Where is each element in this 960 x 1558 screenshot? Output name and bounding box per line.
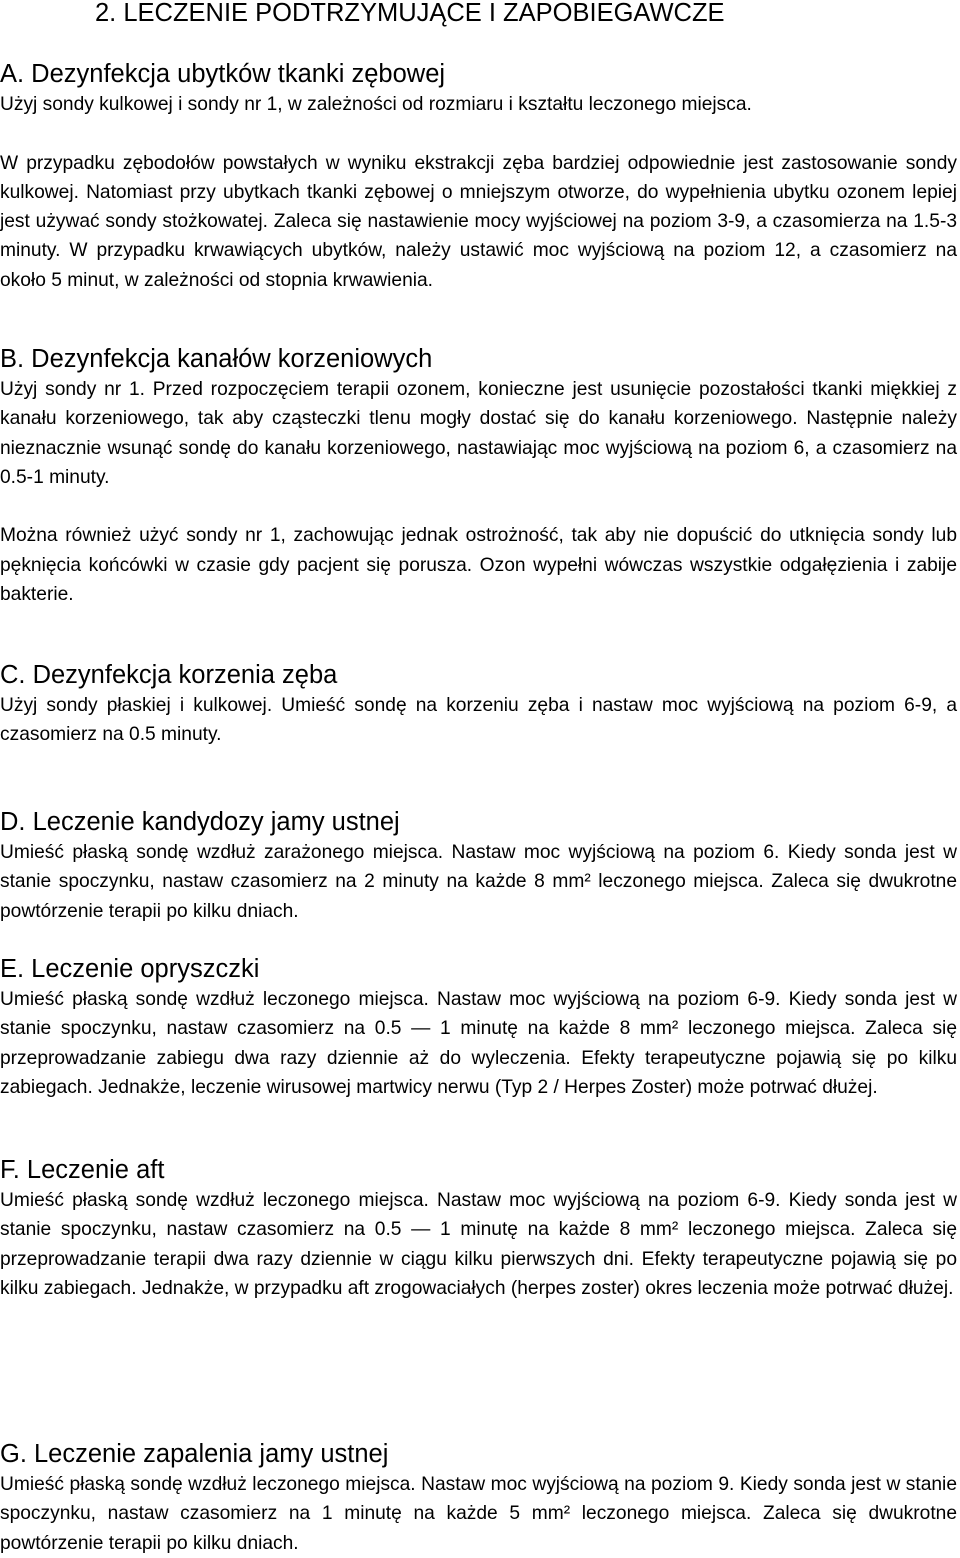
section-heading: F. Leczenie aft — [0, 1156, 165, 1184]
section-b-root-canal-disinfection — [0, 343, 957, 609]
section-heading: A. Dezynfekcja ubytków tkanki zębowej — [0, 60, 446, 88]
section-heading: G. Leczenie zapalenia jamy ustnej — [0, 1440, 389, 1468]
section-c-tooth-root-disinfection — [0, 659, 957, 750]
section-paragraph: Umieść płaską sondę wzdłuż leczonego miejsca. Nastaw moc wyjściową na poziom 6-9. Kiedy sonda jest w stanie spoczynku, nastaw czasomierz na 0.5 — 1 minutę na każde 8 mm² leczonego miejsca. Zaleca się przeprowadzanie terapii dwa razy dziennie w ciągu kilku pierwszych dni. Efekty terapeutyczne pojawią się po kilku zabiegach. Jednakże, w przypadku aft zrogowaciałych (herpes zoster) okres leczenia może potrwać dłużej. — [0, 1190, 957, 1299]
section-f-aphthae-treatment — [0, 1154, 957, 1303]
section-heading: E. Leczenie opryszczki — [0, 955, 260, 983]
section-heading: D. Leczenie kandydozy jamy ustnej — [0, 808, 400, 836]
page-title: 2. LECZENIE PODTRZYMUJĄCE I ZAPOBIEGAWCZE — [95, 0, 725, 27]
section-a-cavity-disinfection — [0, 58, 957, 295]
section-paragraph: Użyj sondy płaskiej i kulkowej. Umieść sondę na korzeniu zęba i nastaw moc wyjściową na poziom 6-9, a czasomierz na 0.5 minuty. — [0, 695, 957, 746]
section-paragraph: Umieść płaską sondę wzdłuż leczonego miejsca. Nastaw moc wyjściową na poziom 9. Kiedy sonda jest w stanie spoczynku, nastaw czasomierz na 1 minutę na każde 5 mm² leczonego miejsca. Zaleca się dwukrotne powtórzenie terapii po kilku dniach. — [0, 1474, 957, 1554]
section-paragraph: Użyj sondy kulkowej i sondy nr 1, w zależności od rozmiaru i kształtu leczonego miejsca. — [0, 94, 752, 115]
section-g-stomatitis-treatment — [0, 1438, 957, 1558]
section-paragraph: Umieść płaską sondę wzdłuż leczonego miejsca. Nastaw moc wyjściową na poziom 6-9. Kiedy sonda jest w stanie spoczynku, nastaw czasomierz na 0.5 — 1 minutę na każde 8 mm² leczonego miejsca. Zaleca się przeprowadzanie zabiegu dwa razy dziennie aż do wyleczenia. Efekty terapeutyczne pojawią się po kilku zabiegach. Jednakże, leczenie wirusowej martwicy nerwu (Typ 2 / Herpes Zoster) może potrwać dłużej. — [0, 989, 957, 1098]
section-paragraph: Umieść płaską sondę wzdłuż zarażonego miejsca. Nastaw moc wyjściową na poziom 6. Kiedy sonda jest w stanie spoczynku, nastaw czasomierz na 2 minuty na każde 8 mm² leczonego miejsca. Zaleca się dwukrotne powtórzenie terapii po kilku dniach. — [0, 842, 957, 922]
section-paragraph: W przypadku zębodołów powstałych w wyniku ekstrakcji zęba bardziej odpowiednie jest zastosowanie sondy kulkowej. Natomiast przy ubytkach tkanki zębowej o mniejszym otworze, do wypełnienia ubytku ozonem lepiej jest używać sondy stożkowatej. Zaleca się nastawienie mocy wyjściowej na poziom 3-9, a czasomierza na 1.5-3 minuty. W przypadku krwawiących ubytków, należy ustawić moc wyjściową na poziom 12, a czasomierz na około 5 minut, w zależności od stopnia krwawienia. — [0, 152, 957, 291]
section-d-candidiasis-treatment — [0, 806, 957, 926]
section-paragraph: Można również użyć sondy nr 1, zachowując jednak ostrożność, tak aby nie dopuścić do utknięcia sondy lub pęknięcia końcówki w czasie gdy pacjent się porusza. Ozon wypełni wówczas wszystkie odgałęzienia i zabije bakterie. — [0, 525, 957, 606]
section-paragraph: Użyj sondy nr 1. Przed rozpoczęciem terapii ozonem, konieczne jest usunięcie pozostałości tkanki miękkiej z kanału korzeniowego, tak aby cząsteczki tlenu mogły dostać się do kanału korzeniowego. Następnie należy nieznacznie wsunąć sondę do kanału korzeniowego, nastawiając moc wyjściową na poziom 6, a czasomierz na 0.5-1 minuty. — [0, 379, 957, 488]
section-heading: C. Dezynfekcja korzenia zęba — [0, 661, 338, 689]
section-e-herpes-treatment — [0, 953, 957, 1102]
section-heading: B. Dezynfekcja kanałów korzeniowych — [0, 345, 433, 373]
